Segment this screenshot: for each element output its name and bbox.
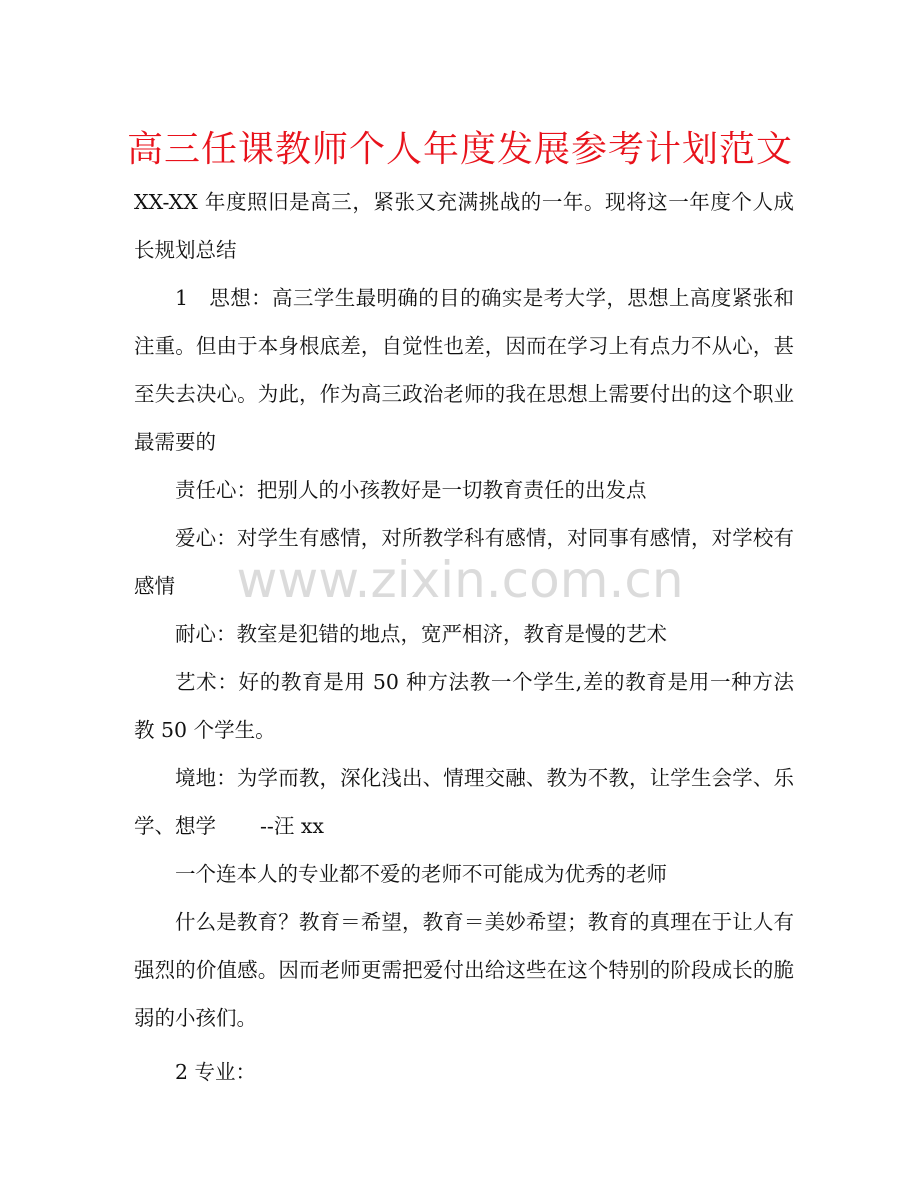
document-body <box>134 178 794 1096</box>
profession-heading: 2 专业： <box>175 1060 257 1084</box>
watermark: www.zixin.com.cn <box>236 551 684 609</box>
signature: --汪 xx <box>260 814 324 838</box>
realm-paragraph <box>134 754 794 850</box>
intro-paragraph: XX-XX 年度照旧是高三，紧张又充满挑战的一年。现将这一年度个人成长规划总结 <box>134 190 794 262</box>
realm-text: 境地：为学而教，深化浅出、情理交融、教为不教，让学生会学、乐学、想学 <box>134 766 794 838</box>
profession-love-paragraph: 一个连本人的专业都不爱的老师不可能成为优秀的老师 <box>175 862 667 886</box>
patience-paragraph: 耐心：教室是犯错的地点，宽严相济，教育是慢的艺术 <box>175 622 667 646</box>
thought-paragraph: 1 思想：高三学生最明确的目的确实是考大学，思想上高度紧张和注重。但由于本身根底差，自觉性也差，因而在学习上有点力不从心，甚至失去决心。为此，作为高三政治老师的我在思想上需要付出的这个职业最需要的 <box>134 286 794 454</box>
education-paragraph: 什么是教育？教育＝希望，教育＝美妙希望；教育的真理在于让人有强烈的价值感。因而老师更需把爱付出给这些在这个特别的阶段成长的脆弱的小孩们。 <box>134 910 794 1030</box>
love-paragraph: 爱心：对学生有感情，对所教学科有感情，对同事有感情，对学校有感情 <box>134 526 794 598</box>
responsibility-paragraph: 责任心：把别人的小孩教好是一切教育责任的出发点 <box>175 478 647 502</box>
document-title: 高三任课教师个人年度发展参考计划范文 <box>126 129 793 170</box>
art-paragraph: 艺术：好的教育是用 50 种方法教一个学生,差的教育是用一种方法教 50 个学生。 <box>134 670 794 742</box>
